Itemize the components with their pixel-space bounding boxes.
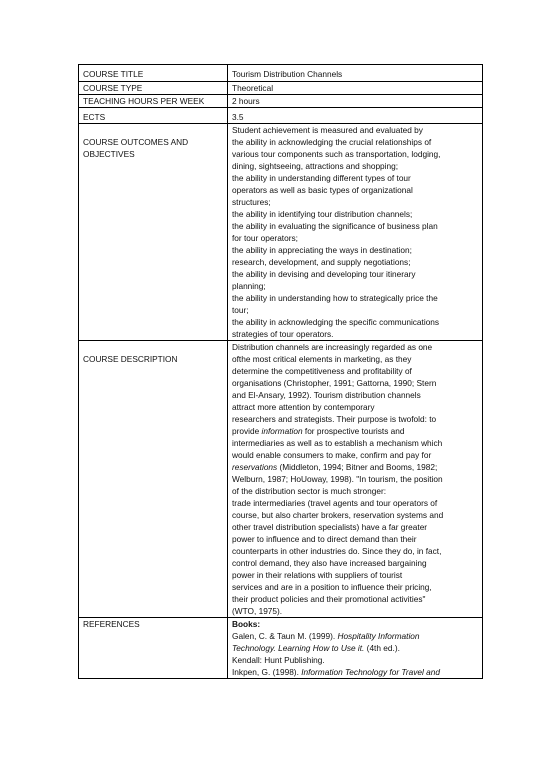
teaching-hours-row <box>79 95 483 108</box>
description-line <box>232 425 478 437</box>
description-line: their product policies and their promotional activities" <box>232 594 426 604</box>
course-description-value <box>228 341 483 618</box>
description-line: organisations (Christopher, 1991; Gattorna, 1990; Stern <box>232 378 437 388</box>
description-line: intermediaries as well as to establish a mechanism which <box>232 438 443 448</box>
outcomes-line: for tour operators; <box>232 233 298 243</box>
outcomes-line: the ability in acknowledging the specific communications <box>232 317 440 327</box>
description-line: power in their relations with suppliers of tourist <box>232 570 403 580</box>
description-line: trade intermediaries (travel agents and tour operators of <box>232 498 438 508</box>
description-line: services and are in a position to influence their pricing, <box>232 582 432 592</box>
course-outcomes-label <box>79 124 228 341</box>
course-type-row <box>79 82 483 95</box>
outcomes-line: research, development, and supply negotiations; <box>232 257 411 267</box>
outcomes-line: Student achievement is measured and evaluated by <box>232 125 423 135</box>
description-line: would enable consumers to make, confirm and pay for <box>232 450 432 460</box>
description-line: Distribution channels are increasingly regarded as one <box>232 342 433 352</box>
description-line: researchers and strategists. Their purpose is twofold: to <box>232 414 437 424</box>
outcomes-line: tour; <box>232 305 249 315</box>
description-line: (WTO, 1975). <box>232 606 283 616</box>
references-row <box>79 618 483 679</box>
ects-label: ECTS <box>79 108 228 124</box>
course-outcomes-label-line2: OBJECTIVES <box>83 149 135 159</box>
course-info-table <box>78 64 483 679</box>
course-outcomes-value <box>228 124 483 341</box>
course-title-value: Tourism Distribution Channels <box>228 65 483 82</box>
course-outcomes-row <box>79 124 483 341</box>
references-value <box>228 618 483 679</box>
reference-text: Galen, C. & Taun M. (1999). <box>232 631 338 641</box>
description-line: Welburn, 1987; HoUoway, 1998). "In tourism, the position <box>232 474 443 484</box>
reference-book-title: Hospitality Information <box>337 631 420 641</box>
description-line: course, but also charter brokers, reservation systems and <box>232 510 444 520</box>
reference-line <box>232 666 478 678</box>
reference-line <box>232 630 478 642</box>
ects-row <box>79 108 483 124</box>
teaching-hours-value: 2 hours <box>228 95 483 108</box>
reference-text: (4th ed.). <box>364 643 400 653</box>
outcomes-line: the ability in acknowledging the crucial relationships of <box>232 137 432 147</box>
description-text: provide <box>232 426 262 436</box>
course-outcomes-label-line1: COURSE OUTCOMES AND <box>83 137 189 147</box>
description-line: power to influence and to direct demand than their <box>232 534 417 544</box>
course-title-label: COURSE TITLE <box>79 65 228 82</box>
course-description-label <box>79 341 228 618</box>
description-line: other travel distribution specialists) have a far greater <box>232 522 428 532</box>
outcomes-line: the ability in understanding different types of tour <box>232 173 411 183</box>
reference-line <box>232 642 478 654</box>
outcomes-line: various tour components such as transportation, lodging, <box>232 149 441 159</box>
outcomes-line: operators as well as basic types of organizational <box>232 185 413 195</box>
reference-line: Kendall: Hunt Publishing. <box>232 655 325 665</box>
outcomes-line: strategies of tour operators. <box>232 329 334 339</box>
outcomes-line: the ability in devising and developing tour itinerary <box>232 269 416 279</box>
ects-value: 3.5 <box>228 108 483 124</box>
course-description-row <box>79 341 483 618</box>
references-heading: Books: <box>232 619 261 629</box>
description-text: (Middleton, 1994; Bitner and Booms, 1982; <box>277 462 438 472</box>
references-label: REFERENCES <box>79 618 228 679</box>
outcomes-line: dining, sightseeing, attractions and shopping; <box>232 161 399 171</box>
description-text: for prospective tourists and <box>302 426 405 436</box>
outcomes-line: the ability in understanding how to strategically price the <box>232 293 438 303</box>
reference-book-title: Information Technology for Travel and <box>301 667 441 677</box>
description-line: attract more attention by contemporary <box>232 402 375 412</box>
outcomes-line: the ability in appreciating the ways in destination; <box>232 245 412 255</box>
course-title-row <box>79 65 483 82</box>
description-line: of the distribution sector is much stronger: <box>232 486 387 496</box>
description-emphasis: information <box>261 426 303 436</box>
outcomes-line: the ability in evaluating the significance of business plan <box>232 221 438 231</box>
outcomes-line: planning; <box>232 281 266 291</box>
outcomes-line: structures; <box>232 197 271 207</box>
description-line <box>232 461 478 473</box>
description-line: counterparts in other industries do. Since they do, in fact, <box>232 546 442 556</box>
course-type-label: COURSE TYPE <box>79 82 228 95</box>
reference-text: Inkpen, G. (1998). <box>232 667 302 677</box>
description-line: and El-Ansary, 1992). Tourism distribution channels <box>232 390 421 400</box>
reference-book-title: Technology. Learning How to Use it. <box>232 643 365 653</box>
outcomes-line: the ability in identifying tour distribution channels; <box>232 209 413 219</box>
teaching-hours-label: TEACHING HOURS PER WEEK <box>79 95 228 108</box>
description-line: control demand, they also have increased bargaining <box>232 558 427 568</box>
description-emphasis: reservations <box>232 462 278 472</box>
course-type-value: Theoretical <box>228 82 483 95</box>
description-line: determine the competitiveness and profitability of <box>232 366 412 376</box>
course-description-label-text: COURSE DESCRIPTION <box>83 354 178 364</box>
description-line: ofthe most critical elements in marketing, as they <box>232 354 412 364</box>
